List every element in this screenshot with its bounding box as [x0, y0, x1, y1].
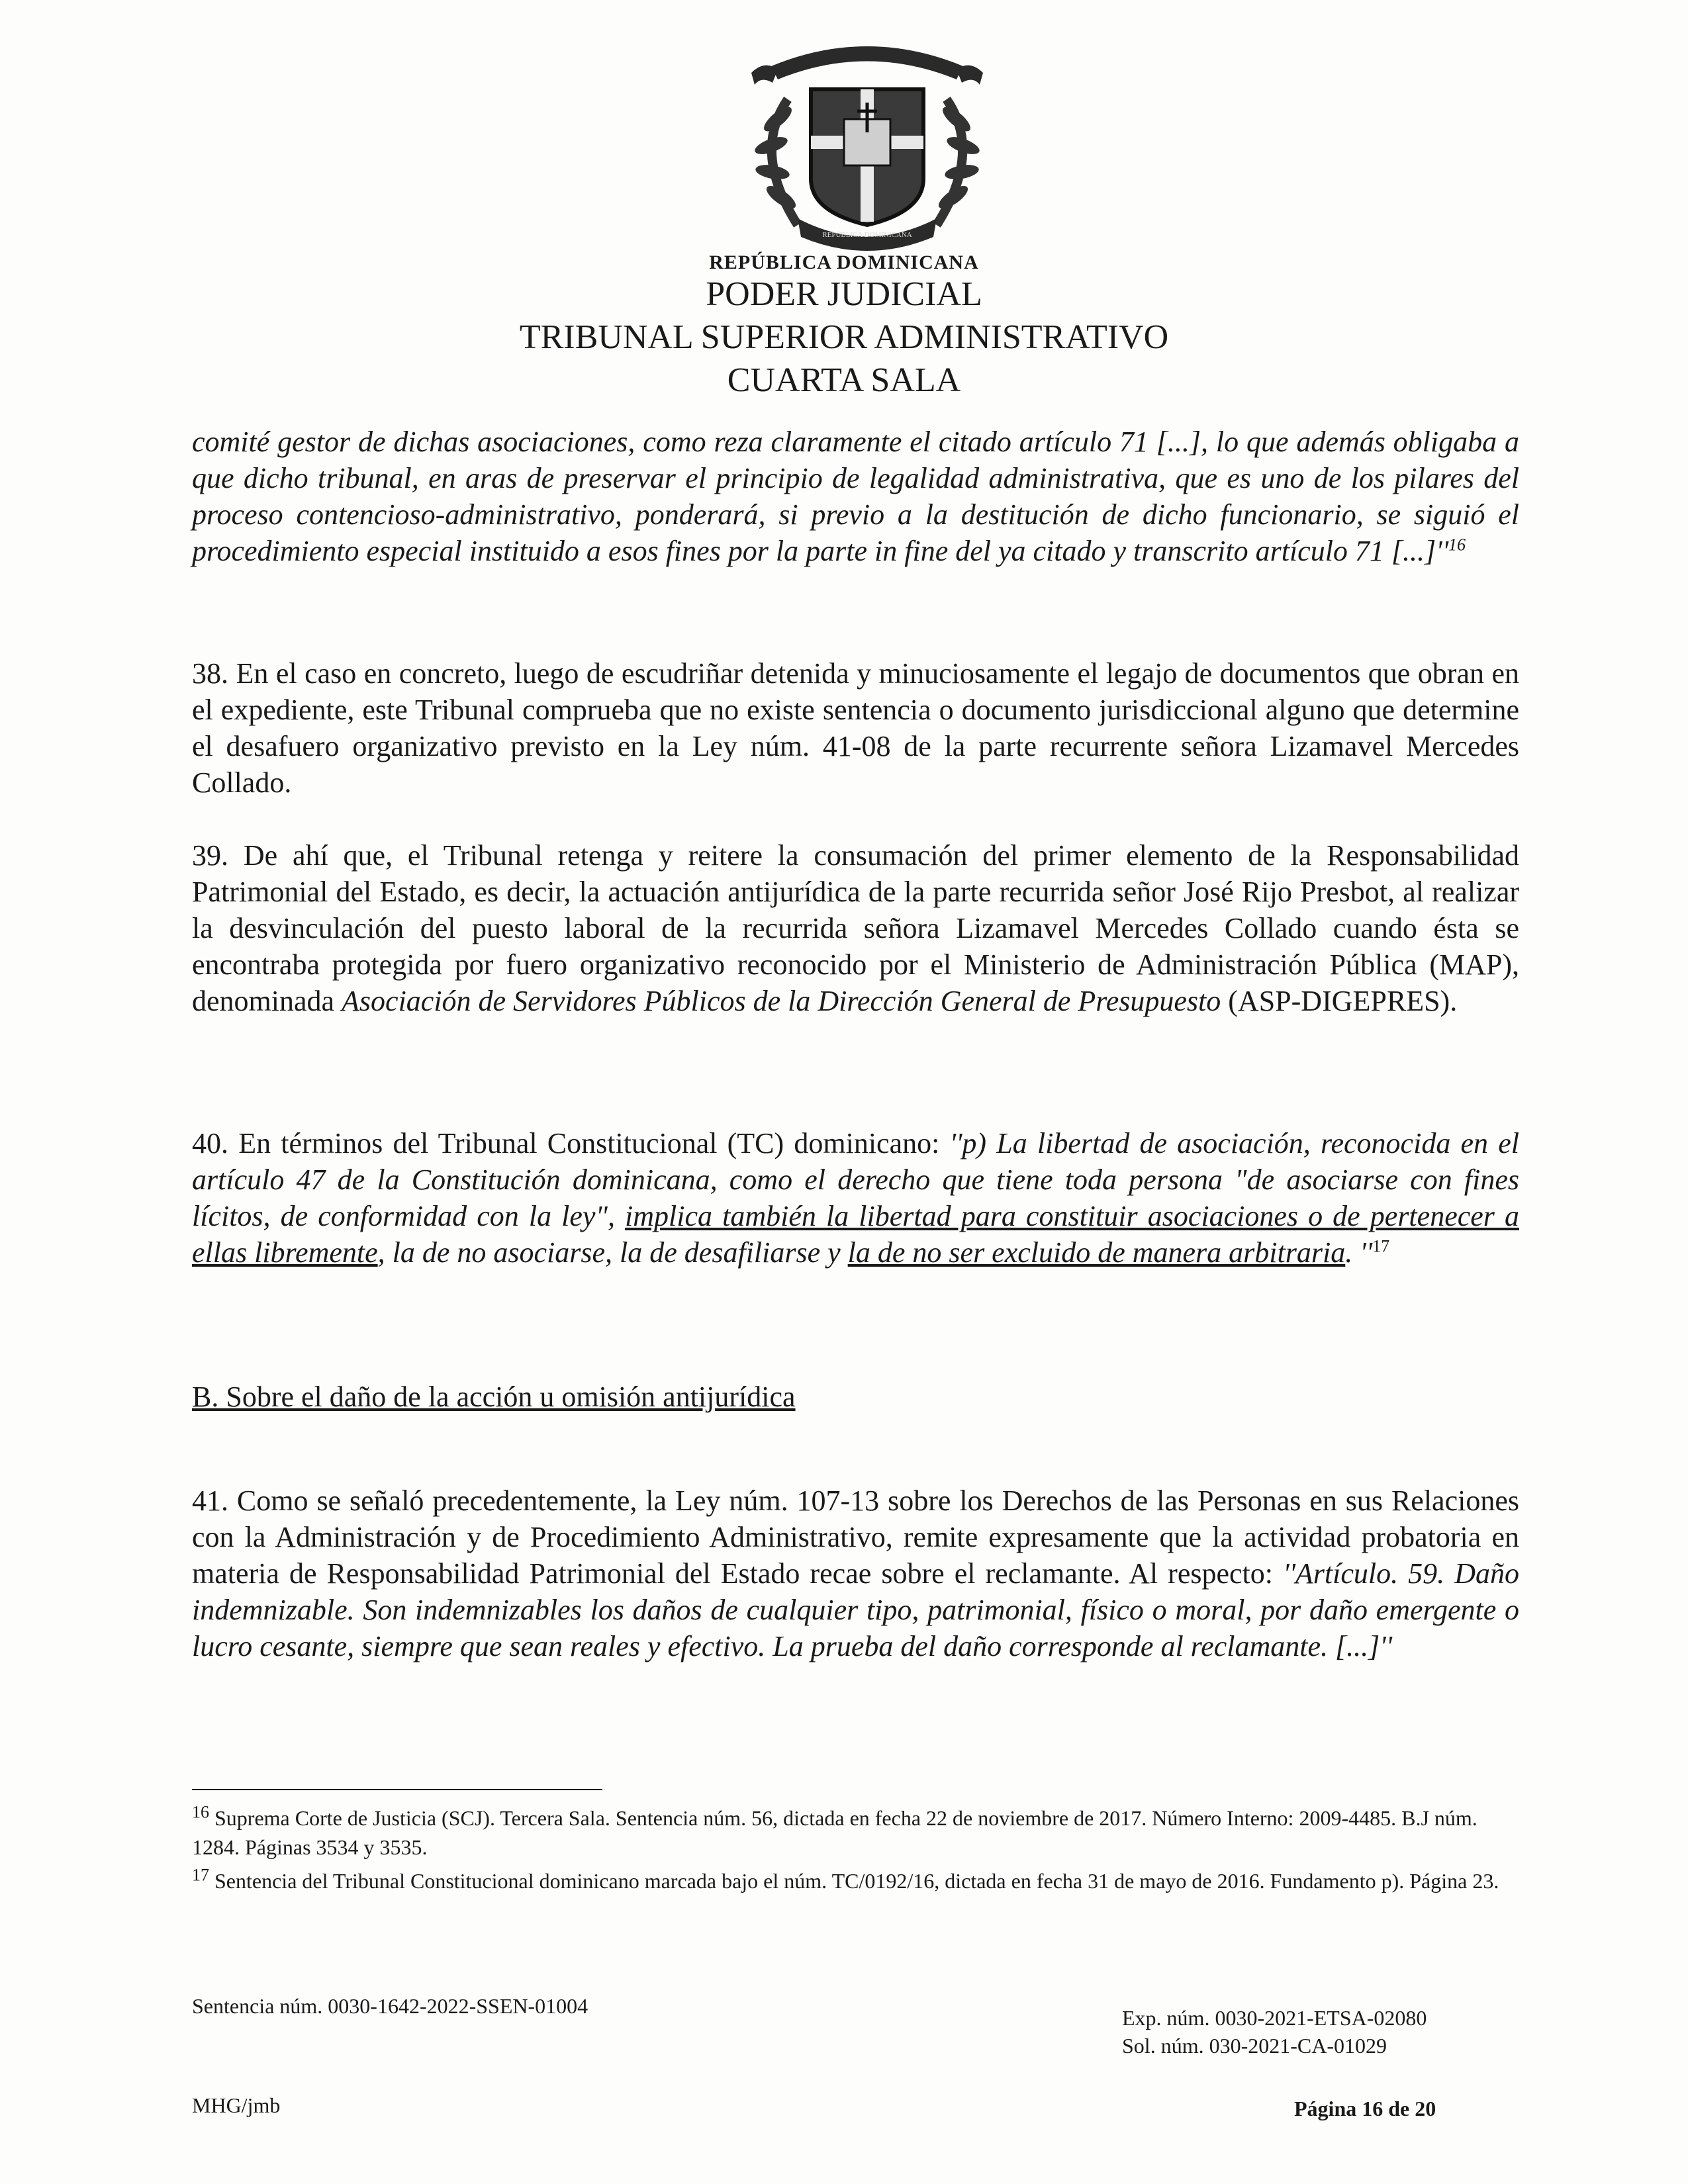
paragraph-41	[192, 1482, 1519, 1664]
seal-ribbon-text: REPÚBLICA DOMINICANA	[822, 231, 912, 239]
footer-page-number: Página 16 de 20	[1294, 2097, 1436, 2120]
paragraph-41-article-quote: ''Artículo. 59. Daño indemnizable. Son indemnizables los daños de cualquier tipo, patrimonial, físico o moral, por daño emergente o lucro cesante, siempre que sean reales y efectivo. La prueba del daño corresponde al reclamante. [...]''	[192, 1557, 1519, 1662]
footnote-number: 16	[192, 1802, 209, 1822]
coat-of-arms-seal	[725, 26, 1009, 251]
footnote-16	[192, 1803, 1519, 1862]
header-sala: CUARTA SALA	[727, 361, 961, 399]
header-judicial-power: PODER JUDICIAL	[706, 275, 982, 313]
paragraph-40-underlined-2: la de no ser excluido de manera arbitraria	[847, 1236, 1346, 1269]
header-tribunal: TRIBUNAL SUPERIOR ADMINISTRATIVO	[519, 318, 1169, 356]
paragraph-39-text: 39. De ahí que, el Tribunal retenga y reitere la consumación del primer elemento de la Responsabilidad Patrimonial del Estado, es decir, la actuación antijurídica de la parte recurrida señor José Rijo Presbot, al realizar la desvinculación del puesto laboral de la recurrida señora Lizamavel Mercedes Collado cuando ésta se encontraba protegida por fuero organizativo reconocido por el Ministerio de Administración Pública (MAP), denominada	[192, 839, 1519, 1017]
footer-case-numbers	[1122, 2004, 1427, 2060]
footnote-ref-17: 17	[1372, 1236, 1390, 1256]
paragraph-39-acronym: (ASP-DIGEPRES).	[1221, 985, 1458, 1017]
section-heading-b: B. Sobre el daño de la acción u omisión antijurídica	[192, 1381, 796, 1413]
paragraph-40-quote-part-2: , la de no asociarse, la de desafiliarse y	[377, 1236, 848, 1269]
footnote-ref-16: 16	[1448, 535, 1466, 555]
footer-initials: MHG/jmb	[192, 2093, 281, 2117]
footer-expediente-number: Exp. núm. 0030-2021-ETSA-02080	[1122, 2006, 1427, 2030]
paragraph-38: 38. En el caso en concreto, luego de escudriñar detenida y minuciosamente el legajo de documentos que obran en el expediente, este Tribunal comprueba que no existe sentencia o documento jurisdiccional alguno que determine el desafuero organizativo previsto en la Ley núm. 41-08 de la parte recurrente señora Lizamavel Mercedes Collado.	[192, 657, 1519, 799]
quote-continuation-text: comité gestor de dichas asociaciones, como reza claramente el citado artículo 71 [...], lo que además obligaba a que dicho tribunal, en aras de preservar el principio de legalidad administrativa, que es uno de los pilares del proceso contencioso-administrativo, ponderará, si previo a la destitución de dicho funcionario, se siguió el procedimiento especial instituido a esos fines por la parte in fine del ya citado y transcrito artículo 71 [...]''	[192, 426, 1519, 567]
footnote-divider	[192, 1789, 602, 1790]
footnote-text: Sentencia del Tribunal Constitucional dominicano marcada bajo el núm. TC/0192/16, dictada en fecha 31 de mayo de 2016. Fundamento p). Página 23.	[214, 1869, 1499, 1893]
footnote-number: 17	[192, 1865, 209, 1885]
paragraph-40-underlined-1: implica también la libertad para constituir asociaciones o de pertenecer a ellas libremente	[192, 1200, 1519, 1269]
paragraph-40-quote-end: . ''	[1345, 1236, 1373, 1269]
footnote-17	[192, 1866, 1519, 1895]
footer-solicitud-number: Sol. núm. 030-2021-CA-01029	[1122, 2034, 1387, 2058]
footer-sentencia-number: Sentencia núm. 0030-1642-2022-SSEN-01004	[192, 1994, 588, 2018]
header-country: REPÚBLICA DOMINICANA	[709, 251, 979, 273]
paragraph-39	[192, 837, 1519, 1019]
quote-continuation-paragraph	[192, 424, 1519, 569]
footnote-text: Suprema Corte de Justicia (SCJ). Tercera Sala. Sentencia núm. 56, dictada en fecha 22 de noviembre de 2017. Número Interno: 2009-4485. B.J núm. 1284. Páginas 3534 y 3535.	[192, 1806, 1477, 1859]
paragraph-40-lead: 40. En términos del Tribunal Constitucional (TC) dominicano:	[192, 1127, 950, 1160]
paragraph-40-quote-part-1: ''p) La libertad de asociación, reconocida en el artículo 47 de la Constitución dominicana, como el derecho que tiene toda persona "de asociarse con fines lícitos, de conformidad con la ley",	[192, 1127, 1520, 1232]
paragraph-39-association-name: Asociación de Servidores Públicos de la Dirección General de Presupuesto	[342, 985, 1221, 1017]
paragraph-40	[192, 1125, 1519, 1271]
paragraph-41-lead: 41. Como se señaló precedentemente, la Ley núm. 107-13 sobre los Derechos de las Personas en sus Relaciones con la Administración y de Procedimiento Administrativo, remite expresamente que la actividad probatoria en materia de Responsabilidad Patrimonial del Estado recae sobre el reclamante. Al respecto:	[192, 1484, 1519, 1590]
